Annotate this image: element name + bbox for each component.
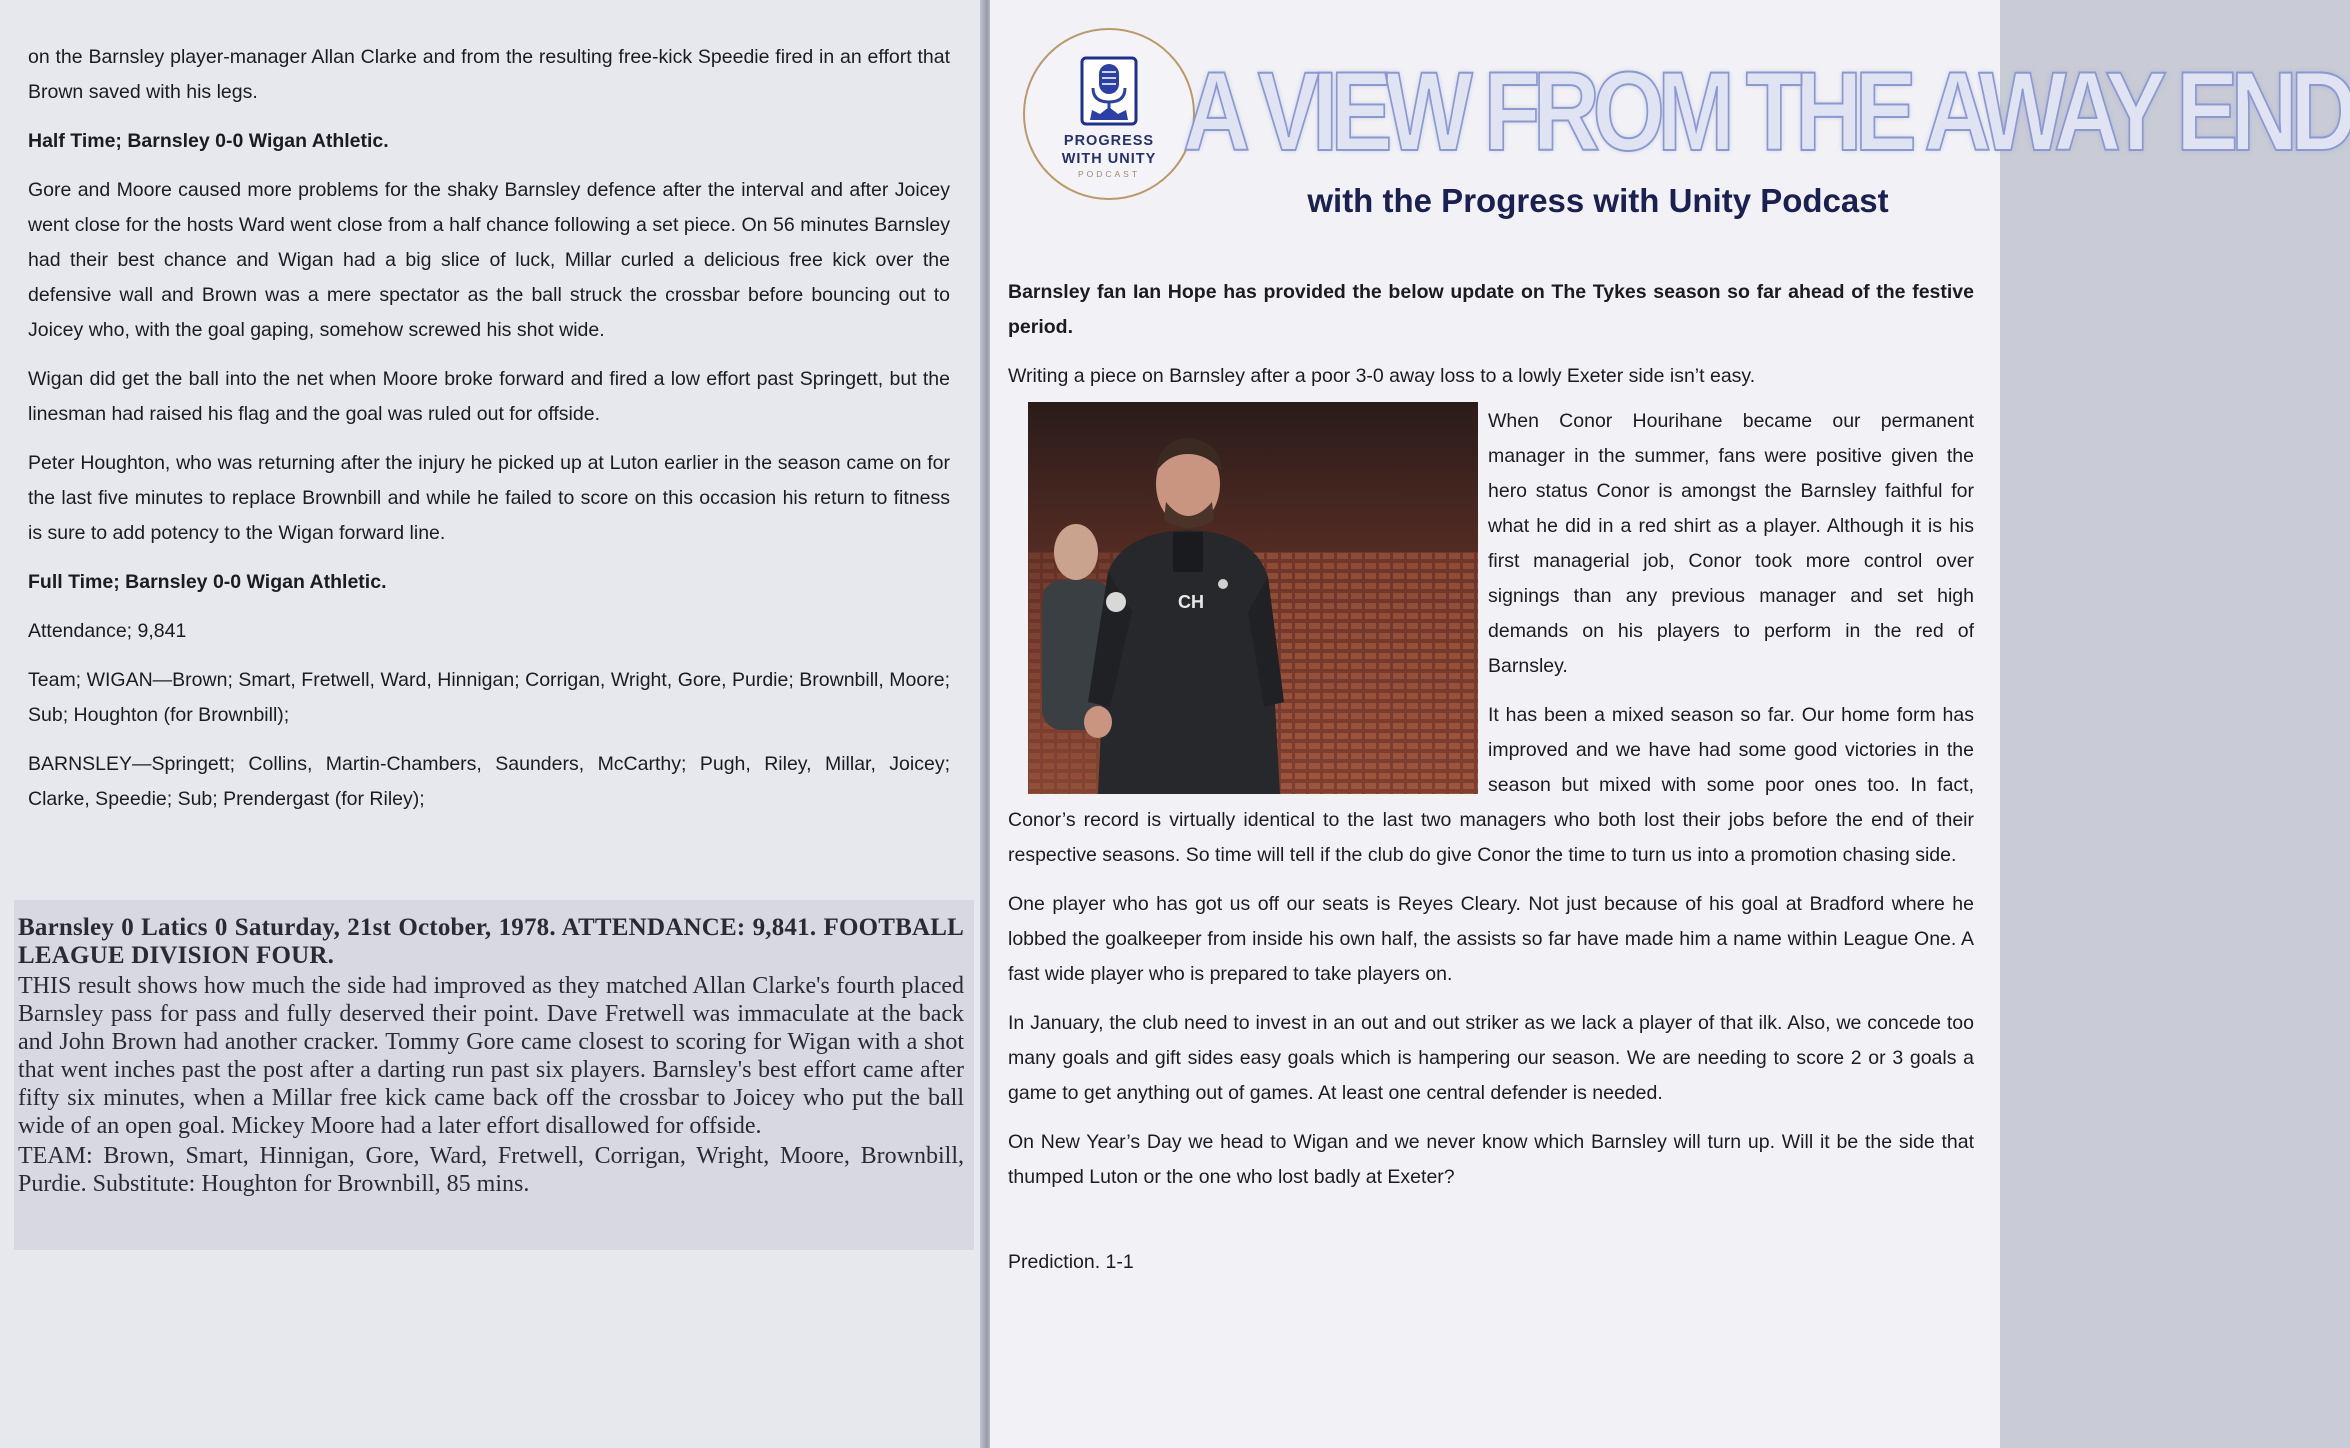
article-paragraph: On New Year’s Day we head to Wigan and we never know which Barnsley will turn up. Will it be the side that thumped Luton or the one who lost badly at Exeter?	[1008, 1131, 1974, 1188]
barnsley-team-line: BARNSLEY—Springett; Collins, Martin-Chambers, Saunders, McCarthy; Pugh, Riley, Millar, Joicey; Clarke, Speedie; Sub; Prendergast (for Riley);	[28, 753, 950, 810]
match-report-paragraph: on the Barnsley player-manager Allan Clarke and from the resulting free-kick Speedie fired in an effort that Brown saved with his legs.	[28, 46, 950, 103]
right-page	[990, 0, 2350, 1448]
logo-line-1: PROGRESS	[1063, 133, 1155, 149]
article-paragraph: In January, the club need to invest in an out and out striker as we lack a player of that ilk. Also, we concede too many goals and gift sides easy goals which is hampering our season. We are needing to score 2 or 3 goals a game to get anything out of games. At least one central defender is needed.	[1008, 1012, 1974, 1104]
match-report-paragraph: Wigan did get the ball into the net when Moore broke forward and fired a low effort past Springett, but the linesman had raised his flag and the goal was ruled out for offside.	[28, 368, 950, 425]
masthead	[1008, 0, 2350, 255]
half-time-score: Half Time; Barnsley 0-0 Wigan Athletic.	[28, 130, 389, 152]
intro-paragraph: Barnsley fan Ian Hope has provided the below update on The Tykes season so far ahead of the festive period.	[1008, 281, 1974, 338]
podcast-logo	[1023, 28, 1195, 200]
manager-photo-image	[1028, 402, 1478, 794]
prediction: Prediction. 1-1	[1008, 1251, 1134, 1273]
attendance: Attendance; 9,841	[28, 620, 187, 642]
newspaper-clipping	[14, 900, 974, 1250]
manager-photo	[1028, 402, 1478, 794]
clipping-headline: Barnsley 0 Latics 0 Saturday, 21st October, 1978. ATTENDANCE: 9,841. FOOTBALL LEAGUE DIVISION FOUR.	[18, 914, 964, 969]
logo-line-3: PODCAST	[1077, 169, 1141, 179]
article-paragraph: One player who has got us off our seats is Reyes Cleary. Not just because of his goal at Bradford where he lobbed the goalkeeper from inside his own half, the assists so far have made him a name within League One. A fast wide player who is prepared to take players on.	[1008, 893, 1974, 985]
wigan-team-line: Team; WIGAN—Brown; Smart, Fretwell, Ward, Hinnigan; Corrigan, Wright, Gore, Purdie; Brownbill, Moore; Sub; Houghton (for Brownbill);	[28, 669, 950, 726]
shirt-initials: CH	[1178, 592, 1204, 612]
page-title: A VIEW FROM THE AWAY END	[1183, 49, 2350, 174]
logo-line-2: WITH UNITY	[1061, 151, 1157, 167]
page-subtitle: with the Progress with Unity Podcast	[1307, 182, 1889, 219]
article-paragraph: Writing a piece on Barnsley after a poor 3-0 away loss to a lowly Exeter side isn’t easy.	[1008, 365, 1756, 387]
article-paragraph: When Conor Hourihane became our permanent manager in the summer, fans were positive given the hero status Conor is amongst the Barnsley faithful for what he did in a red shirt as a player. Although it is his first managerial job, Conor took more control over signings than any previous manager and set high demands on his players to perform in the red of Barnsley.	[1488, 410, 1974, 677]
left-page	[0, 0, 985, 1448]
microphone-crown-icon	[1080, 56, 1138, 126]
full-time-score: Full Time; Barnsley 0-0 Wigan Athletic.	[28, 571, 387, 593]
clipping-body: THIS result shows how much the side had improved as they matched Allan Clarke's fourth placed Barnsley pass for pass and fully deserved their point. Dave Fretwell was immaculate at the back and John Brown had another cracker. Tommy Gore came closest to scoring for Wigan with a shot that went inches past the post after a darting run past six players. Barnsley's best effort came after fifty six minutes, when a Millar free kick came back off the crossbar to Joicey who put the ball wide of an open goal. Mickey Moore had a later effort disallowed for offside.	[18, 973, 964, 1139]
article-paragraph: It has been a mixed season so far. Our home form has improved and we have had some good victories in the season but mixed with some poor ones too. In fact, Conor’s record is virtually identical to the last two managers who both lost their jobs before the end of their respective seasons. So time will tell if the club do give Conor the time to turn us into a promotion chasing side.	[1008, 704, 1974, 866]
match-report-paragraph: Peter Houghton, who was returning after the injury he picked up at Luton earlier in the season came on for the last five minutes to replace Brownbill and while he failed to score on this occasion his return to fitness is sure to add potency to the Wigan forward line.	[28, 452, 950, 544]
clipping-team: TEAM: Brown, Smart, Hinnigan, Gore, Ward, Fretwell, Corrigan, Wright, Moore, Brownbill, Purdie. Substitute: Houghton for Brownbill, 85 mins.	[18, 1143, 964, 1197]
match-report-paragraph: Gore and Moore caused more problems for the shaky Barnsley defence after the interval and after Joicey went close for the hosts Ward went close from a half chance following a set piece. On 56 minutes Barnsley had their best chance and Wigan had a big slice of luck, Millar curled a delicious free kick over the defensive wall and Brown was a mere spectator as the ball struck the crossbar before bouncing out to Joicey who, with the goal gaping, somehow screwed his shot wide.	[28, 179, 950, 341]
